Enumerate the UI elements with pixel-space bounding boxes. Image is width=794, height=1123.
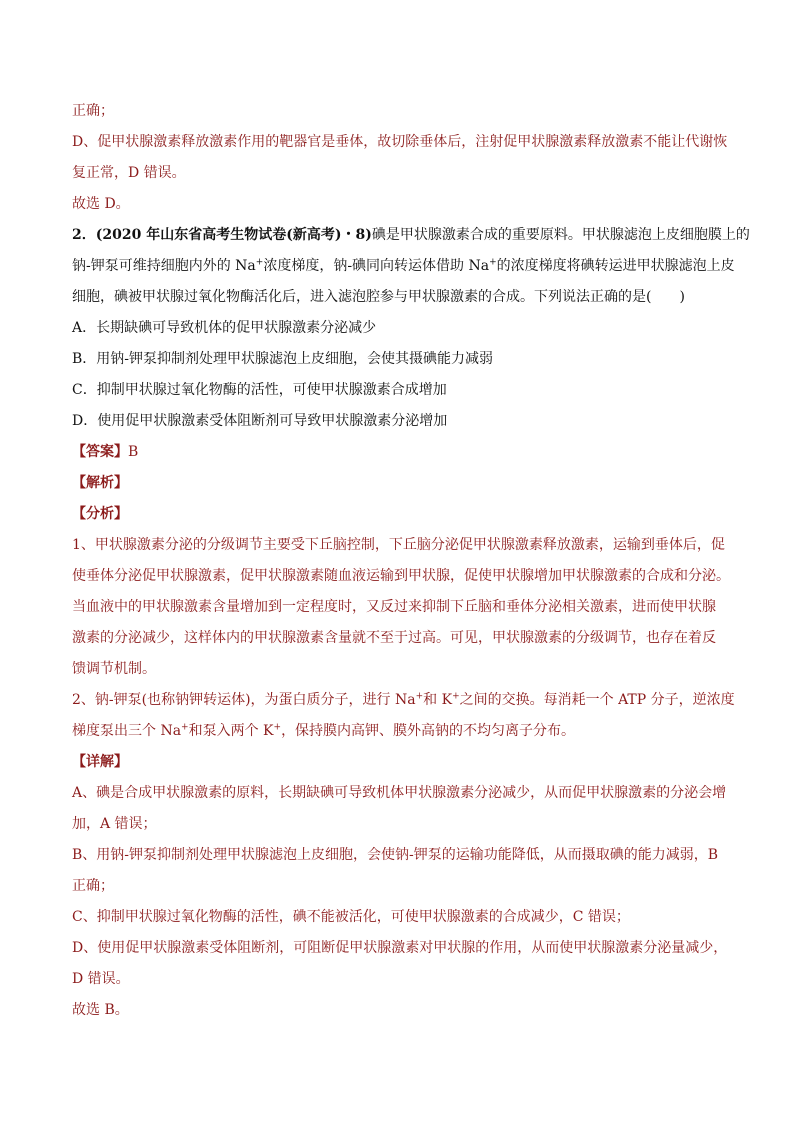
xiangjie-label: 【详解】 [72,754,128,770]
prev-answer-choice: 故选 D。 [72,196,130,212]
p2-l2-sup-2: + [273,722,282,733]
option-a: A．长期缺碘可导致机体的促甲状腺激素分泌减少 [72,320,377,336]
xiangjie-b-line-1: B、用钠-钾泵抑制剂处理甲状腺滤泡上皮细胞，会使钠-钾泵的运输功能降低，从而摄取碘的能力减弱，B [72,847,719,863]
p2-l1-part-b: 和 K [423,692,453,708]
prev-answer-d-line-2: 复正常，D 错误。 [72,165,186,181]
stem-l2-part-b: 浓度梯度，钠-碘同向转运体借助 Na [263,258,490,274]
option-b: B．用钠-钾泵抑制剂处理甲状腺滤泡上皮细胞，会使其摄碘能力减弱 [72,351,494,367]
p2-l1-part-c: 之间的交换。每消耗一个 ATP 分子，逆浓度 [459,692,735,708]
fenxi-p1-line-5: 馈调节机制。 [72,661,156,677]
fenxi-p1-line-3: 当血液中的甲状腺激素含量增加到一定程度时，又反过来抑制下丘脑和垂体分泌相关激素，进而使甲状腺 [72,599,716,615]
stem-l2-sup-1: + [255,257,264,268]
xiangjie-b-line-2: 正确； [72,878,114,894]
fenxi-p1-line-1: 1、甲状腺激素分泌的分级调节主要受下丘脑控制，下丘脑分泌促甲状腺激素释放激素，运输到垂体后，促 [72,537,725,553]
p2-l1-sup-2: + [452,691,460,702]
question-stem-line-2 [72,256,735,276]
stem-l2-part-a: 钠-钾泵可维持细胞内外的 Na [72,258,256,274]
xiangjie-choice: 故选 B。 [72,1002,129,1018]
p2-l2-part-c: ，保持膜内高钾、膜外高钠的不均匀离子分布。 [281,723,576,739]
answer-label: 【答案】 [72,444,128,460]
answer-line [72,442,138,462]
p2-l1-part-a: 2、钠-钾泵(也称钠钾转运体)，为蛋白质分子，进行 Na [72,692,416,708]
xiangjie-a-line-2: 加，A 错误； [72,816,157,832]
prev-answer-line-1: 正确； [72,103,114,119]
question-stem-line-3: 细胞，碘被甲状腺过氧化物酶活化后，进入滤泡腔参与甲状腺激素的合成。下列说法正确的是( ) [72,289,685,305]
fenxi-label: 【分析】 [72,506,128,522]
answer-value: B [128,444,139,460]
analysis-label: 【解析】 [72,475,128,491]
xiangjie-a-line-1: A、碘是合成甲状腺激素的原料，长期缺碘可导致机体甲状腺激素分泌减少，从而促甲状腺激素的分泌会增 [72,785,727,801]
option-c: C．抑制甲状腺过氧化物酶的活性，可使甲状腺激素合成增加 [72,382,447,398]
fenxi-p2-line-2 [72,721,575,741]
option-d: D．使用促甲状腺激素受体阻断剂可导致甲状腺激素分泌增加 [72,413,448,429]
fenxi-p2-line-1 [72,690,735,710]
stem-l2-sup-2: + [489,257,497,268]
question-number: 2． [72,227,96,243]
xiangjie-d-line-1: D、使用促甲状腺激素受体阻断剂，可阻断促甲状腺激素对甲状腺的作用，从而使甲状腺激素分泌量减少， [72,940,728,956]
question-stem-text-1: 碘是甲状腺激素合成的重要原料。甲状腺滤泡上皮细胞膜上的 [371,227,750,243]
question-stem-line-1 [72,225,750,245]
prev-answer-d-line-1: D、促甲状腺激素释放激素作用的靶器官是垂体，故切除垂体后，注射促甲状腺激素释放激素不能让代谢恢 [72,134,728,150]
p2-l2-part-a: 梯度泵出三个 Na [72,723,182,739]
p2-l1-sup-1: + [415,691,424,702]
p2-l2-sup-1: + [181,722,189,733]
fenxi-p1-line-4: 激素的分泌减少，这样体内的甲状腺激素含量就不至于过高。可见，甲状腺激素的分级调节，也存在着反 [72,630,716,646]
question-source: (2020 年山东省高考生物试卷(新高考)・8) [95,227,372,243]
xiangjie-d-line-2: D 错误。 [72,971,130,987]
stem-l2-part-c: 的浓度梯度将碘转运进甲状腺滤泡上皮 [496,258,735,274]
fenxi-p1-line-2: 使垂体分泌促甲状腺激素，促甲状腺激素随血液运输到甲状腺，促使甲状腺增加甲状腺激素的合成和分泌。 [72,568,730,584]
xiangjie-c-line-1: C、抑制甲状腺过氧化物酶的活性，碘不能被活化，可使甲状腺激素的合成减少，C 错误； [72,909,630,925]
p2-l2-part-b: 和泵入两个 K [188,723,274,739]
